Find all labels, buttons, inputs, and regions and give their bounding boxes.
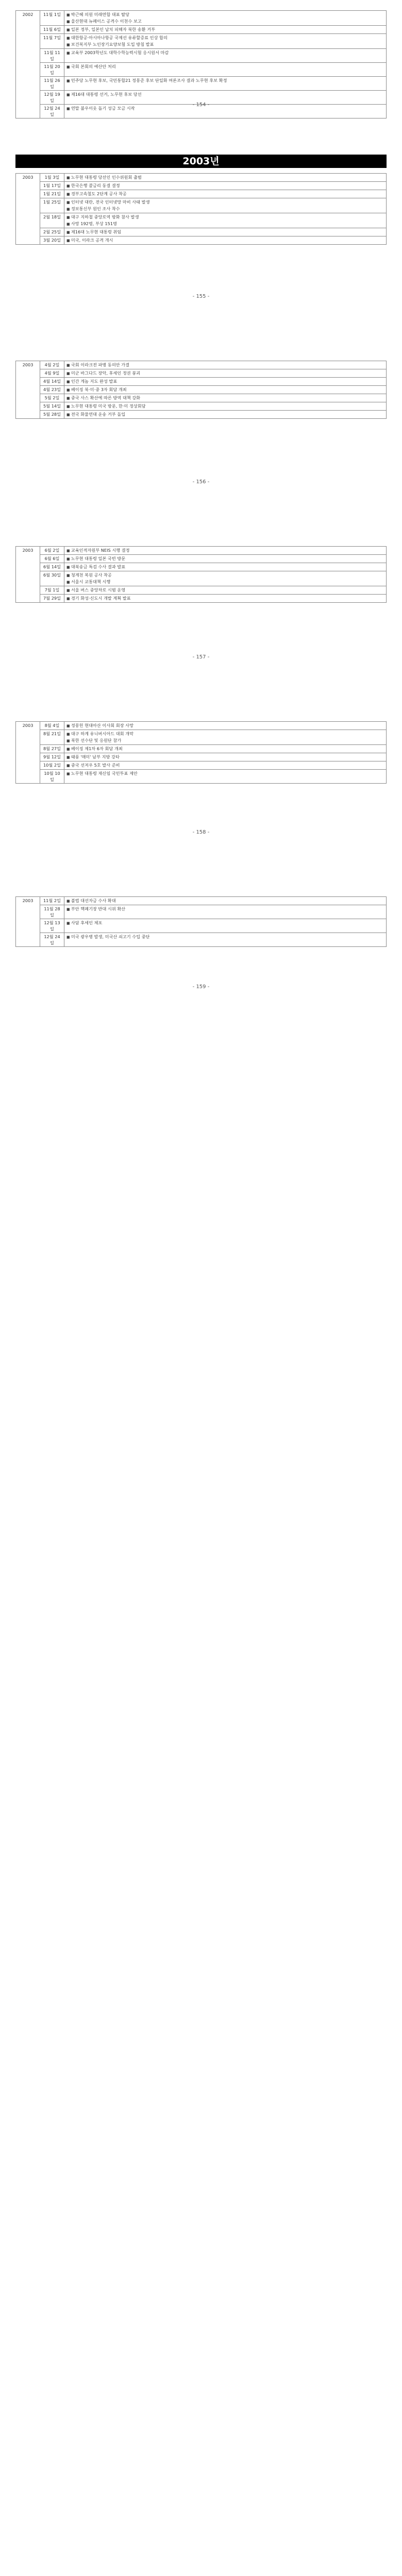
chronology-row bbox=[16, 770, 387, 784]
event-item: ■ 인터넷 대란, 전국 인터넷망 마비 사태 발생 bbox=[66, 199, 384, 206]
page-number: - 155 - bbox=[192, 294, 210, 299]
event-item: ■ 미군 바그다드 장악, 후세인 정권 붕괴 bbox=[66, 370, 384, 377]
year-cell: 2003 bbox=[16, 547, 40, 603]
chronology-row bbox=[16, 174, 387, 182]
chronology-row bbox=[16, 722, 387, 730]
event-item: ■ 울산현대 뉴페이스 공격수 이천수 보고 bbox=[66, 18, 384, 25]
date-cell: 12월 24일 bbox=[40, 933, 64, 947]
event-item: ■ 인간 게놈 지도 완성 발표 bbox=[66, 378, 384, 385]
events-cell bbox=[64, 174, 387, 182]
events-cell bbox=[64, 571, 387, 586]
event-item: ■ 교육인적자원부 NEIS 시행 결정 bbox=[66, 547, 384, 554]
events-cell bbox=[64, 933, 387, 947]
chronology-row bbox=[16, 761, 387, 770]
date-cell: 1월 25일 bbox=[40, 198, 64, 213]
date-cell: 4월 2일 bbox=[40, 361, 64, 369]
events-cell bbox=[64, 411, 387, 419]
date-cell: 6월 30일 bbox=[40, 571, 64, 586]
date-cell: 7월 1일 bbox=[40, 586, 64, 595]
document-page bbox=[15, 361, 387, 495]
event-item: ■ 국회 이라크전 파병 동의안 가결 bbox=[66, 362, 384, 368]
date-cell: 10월 2일 bbox=[40, 761, 64, 770]
events-cell bbox=[64, 563, 387, 571]
date-cell: 2월 18일 bbox=[40, 213, 64, 228]
date-cell: 11월 2일 bbox=[40, 897, 64, 905]
event-item: ■ 베이징 북·미·중 3자 회담 개최 bbox=[66, 386, 384, 393]
chronology-row bbox=[16, 11, 387, 26]
events-cell bbox=[64, 190, 387, 198]
chronology-row bbox=[16, 378, 387, 386]
document-page bbox=[15, 721, 387, 845]
event-item: ■ 중국 사스 확산에 따른 방역 대책 강화 bbox=[66, 395, 384, 401]
event-item: ■ 대북송금 특검 수사 결과 발표 bbox=[66, 564, 384, 570]
chronology-row bbox=[16, 236, 387, 245]
event-item: ■ 정몽헌 현대아산 이사회 회장 사망 bbox=[66, 722, 384, 729]
event-item: ■ 박근혜 의원 미래연합 대표 탈당 bbox=[66, 11, 384, 18]
event-item: ■ 태풍 '매미' 남부 지방 강타 bbox=[66, 754, 384, 760]
date-cell: 1월 3일 bbox=[40, 174, 64, 182]
date-cell: 9월 12일 bbox=[40, 753, 64, 761]
event-item: ■ 대한항공·아시아나항공 국제선 유류할증료 인상 합의 bbox=[66, 35, 384, 41]
events-cell bbox=[64, 402, 387, 411]
event-item: ■ 대구 지하철 중앙로역 방화 참사 발생 bbox=[66, 214, 384, 221]
event-item: ■ 국회 본회의 예산안 처리 bbox=[66, 63, 384, 70]
date-cell: 4월 14일 bbox=[40, 378, 64, 386]
event-item: ■ 제16대 대통령 선거, 노무현 후보 당선 bbox=[66, 91, 384, 98]
chronology-row bbox=[16, 547, 387, 555]
chronology-row bbox=[16, 182, 387, 190]
events-cell bbox=[64, 394, 387, 402]
events-cell bbox=[64, 63, 387, 77]
event-item: ■ 노무현 대통령 재신임 국민투표 제안 bbox=[66, 770, 384, 777]
events-cell bbox=[64, 586, 387, 595]
year-cell: 2003 bbox=[16, 361, 40, 419]
event-item: ■ 서울 버스 중앙차로 시범 운영 bbox=[66, 587, 384, 594]
event-item: ■ 사담 후세인 체포 bbox=[66, 920, 384, 926]
events-cell bbox=[64, 213, 387, 228]
section-title: 2003년 bbox=[15, 155, 387, 168]
events-cell bbox=[64, 595, 387, 603]
chronology-table bbox=[15, 721, 387, 784]
date-cell: 1월 17일 bbox=[40, 182, 64, 190]
events-cell bbox=[64, 745, 387, 753]
chronology-row bbox=[16, 198, 387, 213]
event-item: ■ 미국 광우병 발생, 미국산 쇠고기 수입 중단 bbox=[66, 934, 384, 940]
events-cell bbox=[64, 236, 387, 245]
events-cell bbox=[64, 555, 387, 563]
date-cell: 7월 29일 bbox=[40, 595, 64, 603]
document-page bbox=[15, 896, 387, 999]
date-cell: 4월 9일 bbox=[40, 369, 64, 378]
date-cell: 8월 4일 bbox=[40, 722, 64, 730]
document-page bbox=[15, 546, 387, 670]
page-number: - 154 - bbox=[192, 102, 210, 108]
chronology-row bbox=[16, 730, 387, 745]
events-cell bbox=[64, 378, 387, 386]
date-cell: 1월 21일 bbox=[40, 190, 64, 198]
event-item: ■ 불법 대선자금 수사 확대 bbox=[66, 897, 384, 904]
events-cell bbox=[64, 386, 387, 394]
chronology-row bbox=[16, 905, 387, 919]
date-cell: 6월 14일 bbox=[40, 563, 64, 571]
event-item: ■ 사망 192명, 부상 151명 bbox=[66, 221, 384, 227]
date-cell: 5월 14일 bbox=[40, 402, 64, 411]
page-number: - 159 - bbox=[192, 984, 210, 990]
event-item: ■ 부안 핵폐기장 반대 시위 확산 bbox=[66, 906, 384, 912]
event-item: ■ 연말 불우이웃 돕기 성금 모금 시작 bbox=[66, 105, 384, 112]
event-item: ■ 정보통신부 원인 조사 착수 bbox=[66, 206, 384, 212]
chronology-row bbox=[16, 555, 387, 563]
event-item: ■ 대구 하계 유니버시아드 대회 개막 bbox=[66, 731, 384, 737]
page-number: - 157 - bbox=[192, 654, 210, 660]
chronology-row bbox=[16, 49, 387, 63]
date-cell: 2월 25일 bbox=[40, 228, 64, 236]
date-cell: 12월 13일 bbox=[40, 919, 64, 933]
date-cell: 11월 6일 bbox=[40, 26, 64, 34]
date-cell: 11월 20일 bbox=[40, 63, 64, 77]
chronology-row bbox=[16, 228, 387, 236]
chronology-row bbox=[16, 369, 387, 378]
events-cell bbox=[64, 730, 387, 745]
chronology-row bbox=[16, 213, 387, 228]
date-cell: 10월 10일 bbox=[40, 770, 64, 784]
date-cell: 5월 2일 bbox=[40, 394, 64, 402]
events-cell bbox=[64, 753, 387, 761]
event-item: ■ 미국, 이라크 공격 개시 bbox=[66, 237, 384, 244]
events-cell bbox=[64, 897, 387, 905]
chronology-row bbox=[16, 571, 387, 586]
date-cell: 12월 19일 bbox=[40, 91, 64, 105]
events-cell bbox=[64, 369, 387, 378]
chronology-table bbox=[15, 546, 387, 603]
event-item: ■ 경기 화성·신도시 개발 계획 발표 bbox=[66, 595, 384, 602]
chronology-table bbox=[15, 361, 387, 419]
date-cell: 11월 28일 bbox=[40, 905, 64, 919]
event-item: ■ 노무현 대통령 일본 국빈 방문 bbox=[66, 555, 384, 562]
document-page bbox=[15, 10, 387, 117]
chronology-row bbox=[16, 190, 387, 198]
date-cell: 3월 20일 bbox=[40, 236, 64, 245]
event-item: ■ 일본 정부, 일본인 납치 피해자 북한 송환 거부 bbox=[66, 26, 384, 33]
chronology-table bbox=[15, 173, 387, 245]
event-item: ■ 노무현 대통령 당선인 인수위원회 출범 bbox=[66, 174, 384, 181]
event-item: ■ 경부고속철도 2단계 공사 착공 bbox=[66, 191, 384, 197]
events-cell bbox=[64, 11, 387, 26]
events-cell bbox=[64, 919, 387, 933]
events-cell bbox=[64, 228, 387, 236]
date-cell: 11월 1일 bbox=[40, 11, 64, 26]
date-cell: 6월 6일 bbox=[40, 555, 64, 563]
events-cell bbox=[64, 547, 387, 555]
date-cell: 4월 23일 bbox=[40, 386, 64, 394]
events-cell bbox=[64, 722, 387, 730]
events-cell bbox=[64, 770, 387, 784]
year-cell: 2003 bbox=[16, 174, 40, 245]
events-cell bbox=[64, 198, 387, 213]
date-cell: 8월 21일 bbox=[40, 730, 64, 745]
event-item: ■ 서울시 교통대책 시행 bbox=[66, 579, 384, 585]
page-number: - 158 - bbox=[192, 829, 210, 835]
date-cell: 6월 2일 bbox=[40, 547, 64, 555]
chronology-row bbox=[16, 34, 387, 49]
chronology-row bbox=[16, 77, 387, 91]
event-item: ■ 교육부 2003학년도 대학수학능력시험 응시원서 마감 bbox=[66, 49, 384, 56]
year-cell: 2003 bbox=[16, 897, 40, 947]
event-item: ■ 보건복지부 노인장기요양보험 도입 방침 발표 bbox=[66, 41, 384, 48]
chronology-row bbox=[16, 595, 387, 603]
event-item: ■ 북한 선수단 및 응원단 참가 bbox=[66, 737, 384, 744]
chronology-row bbox=[16, 386, 387, 394]
document-page bbox=[15, 155, 387, 309]
events-cell bbox=[64, 361, 387, 369]
events-cell bbox=[64, 182, 387, 190]
event-item: ■ 전국 화물연대 운송 거부 돌입 bbox=[66, 411, 384, 418]
chronology-table bbox=[15, 896, 387, 947]
chronology-row bbox=[16, 919, 387, 933]
date-cell: 11월 11일 bbox=[40, 49, 64, 63]
page-number: - 156 - bbox=[192, 479, 210, 485]
event-item: ■ 제16대 노무현 대통령 취임 bbox=[66, 229, 384, 235]
date-cell: 8월 27일 bbox=[40, 745, 64, 753]
events-cell bbox=[64, 49, 387, 63]
chronology-row bbox=[16, 745, 387, 753]
year-cell: 2003 bbox=[16, 722, 40, 784]
chronology-row bbox=[16, 563, 387, 571]
event-item: ■ 청계천 복원 공사 착공 bbox=[66, 572, 384, 579]
events-cell bbox=[64, 26, 387, 34]
events-cell bbox=[64, 905, 387, 919]
event-item: ■ 베이징 제1차 6자 회담 개최 bbox=[66, 745, 384, 752]
events-cell bbox=[64, 761, 387, 770]
date-cell: 11월 7일 bbox=[40, 34, 64, 49]
date-cell: 12월 24일 bbox=[40, 105, 64, 118]
chronology-row bbox=[16, 933, 387, 947]
chronology-row bbox=[16, 63, 387, 77]
event-item: ■ 중국 선저우 5호 발사 준비 bbox=[66, 762, 384, 769]
events-cell bbox=[64, 34, 387, 49]
year-cell: 2002 bbox=[16, 11, 40, 118]
event-item: ■ 한국은행 콜금리 동결 결정 bbox=[66, 182, 384, 189]
chronology-row bbox=[16, 897, 387, 905]
chronology-row bbox=[16, 402, 387, 411]
chronology-row bbox=[16, 411, 387, 419]
chronology-row bbox=[16, 753, 387, 761]
chronology-row bbox=[16, 26, 387, 34]
date-cell: 11월 26일 bbox=[40, 77, 64, 91]
chronology-row bbox=[16, 586, 387, 595]
event-item: ■ 노무현 대통령 미국 방문, 한·미 정상회담 bbox=[66, 403, 384, 410]
date-cell: 5월 28일 bbox=[40, 411, 64, 419]
events-cell bbox=[64, 77, 387, 91]
chronology-row bbox=[16, 361, 387, 369]
event-item: ■ 민주당 노무현 후보, 국민통합21 정몽준 후보 단일화 여론조사 결과 노무현 후보 확정 bbox=[66, 77, 384, 84]
chronology-row bbox=[16, 394, 387, 402]
